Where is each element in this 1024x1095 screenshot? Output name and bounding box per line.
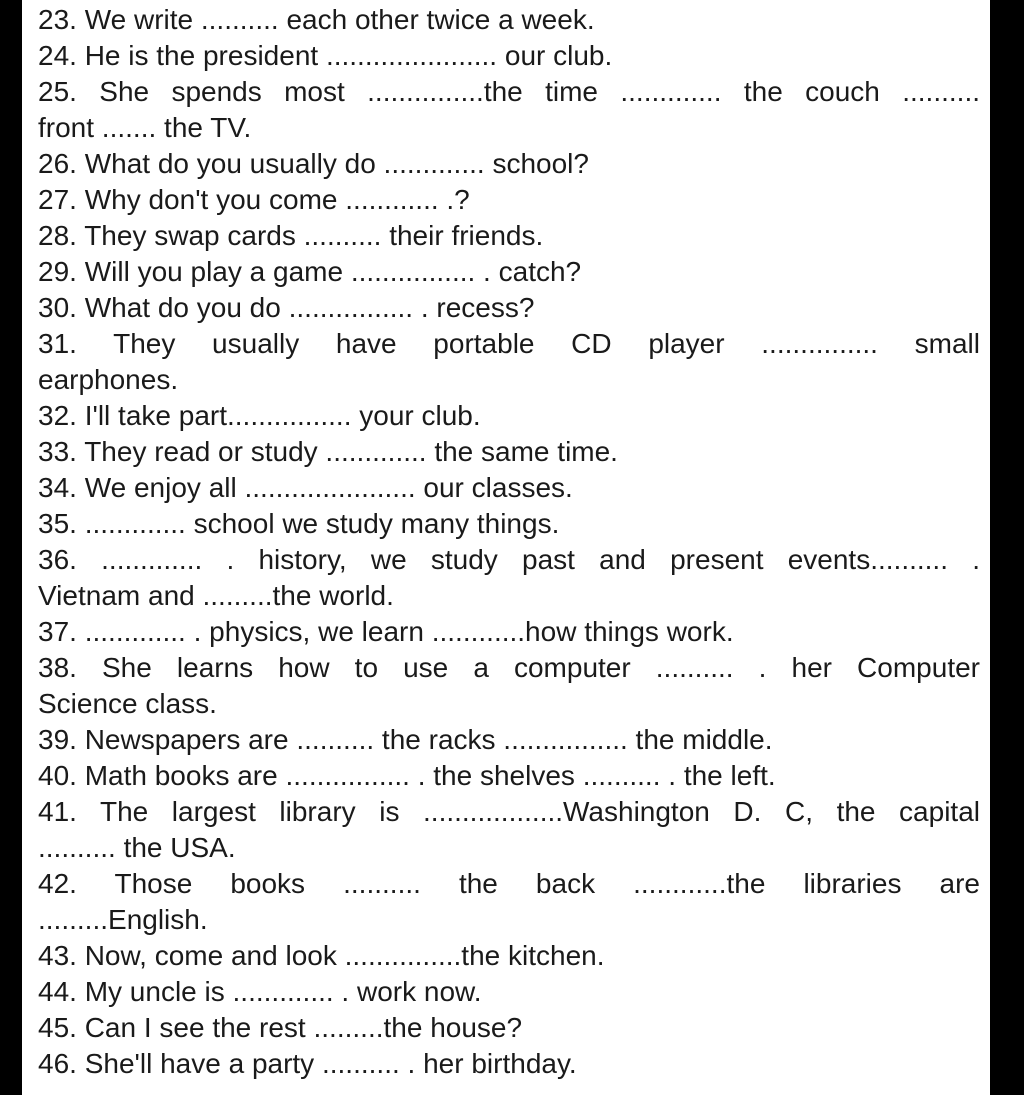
exercise-line-38: 38. She learns how to use a computer .......... . her Computer bbox=[38, 652, 980, 683]
exercise-line-32: 32. I'll take part................ your club. bbox=[38, 400, 481, 431]
exercise-line-36-cont: Vietnam and .........the world. bbox=[38, 580, 394, 611]
exercise-line-29: 29. Will you play a game ................ . catch? bbox=[38, 256, 582, 287]
exercise-line-24: 24. He is the president ...................... our club. bbox=[38, 40, 613, 71]
exercise-line-27: 27. Why don't you come ............ .? bbox=[38, 184, 470, 215]
exercise-line-25-cont: front ....... the TV. bbox=[38, 112, 252, 143]
exercise-line-31-cont: earphones. bbox=[38, 364, 179, 395]
exercise-line-45: 45. Can I see the rest .........the house? bbox=[38, 1012, 523, 1043]
exercise-line-25: 25. She spends most ...............the time ............. the couch .......... bbox=[38, 76, 980, 107]
exercise-line-28: 28. They swap cards .......... their friends. bbox=[38, 220, 544, 251]
exercise-line-46: 46. She'll have a party .......... . her birthday. bbox=[38, 1048, 577, 1079]
exercise-line-36: 36. ............. . history, we study past and present events.......... . bbox=[38, 544, 980, 575]
exercise-line-35: 35. ............. school we study many things. bbox=[38, 508, 560, 539]
exercise-line-41-cont: .......... the USA. bbox=[38, 832, 236, 863]
exercise-line-37: 37. ............. . physics, we learn ............how things work. bbox=[38, 616, 734, 647]
exercise-line-38-cont: Science class. bbox=[38, 688, 217, 719]
exercise-line-23: 23. We write .......... each other twice a week. bbox=[38, 4, 595, 35]
exercise-line-31: 31. They usually have portable CD player ............... small bbox=[38, 328, 980, 359]
exercise-line-43: 43. Now, come and look ...............the kitchen. bbox=[38, 940, 605, 971]
exercise-line-41: 41. The largest library is ..................Washington D. C, the capital bbox=[38, 796, 980, 827]
exercise-line-42-cont: .........English. bbox=[38, 904, 208, 935]
exercise-line-33: 33. They read or study ............. the same time. bbox=[38, 436, 618, 467]
exercise-line-34: 34. We enjoy all ...................... our classes. bbox=[38, 472, 573, 503]
exercise-line-30: 30. What do you do ................ . recess? bbox=[38, 292, 535, 323]
exercise-line-44: 44. My uncle is ............. . work now. bbox=[38, 976, 482, 1007]
exercise-line-26: 26. What do you usually do ............. school? bbox=[38, 148, 589, 179]
exercise-line-39: 39. Newspapers are .......... the racks ................ the middle. bbox=[38, 724, 773, 755]
exercise-line-40: 40. Math books are ................ . the shelves .......... . the left. bbox=[38, 760, 776, 791]
worksheet-page bbox=[22, 0, 990, 1095]
exercise-line-42: 42. Those books .......... the back ............the libraries are bbox=[38, 868, 980, 899]
